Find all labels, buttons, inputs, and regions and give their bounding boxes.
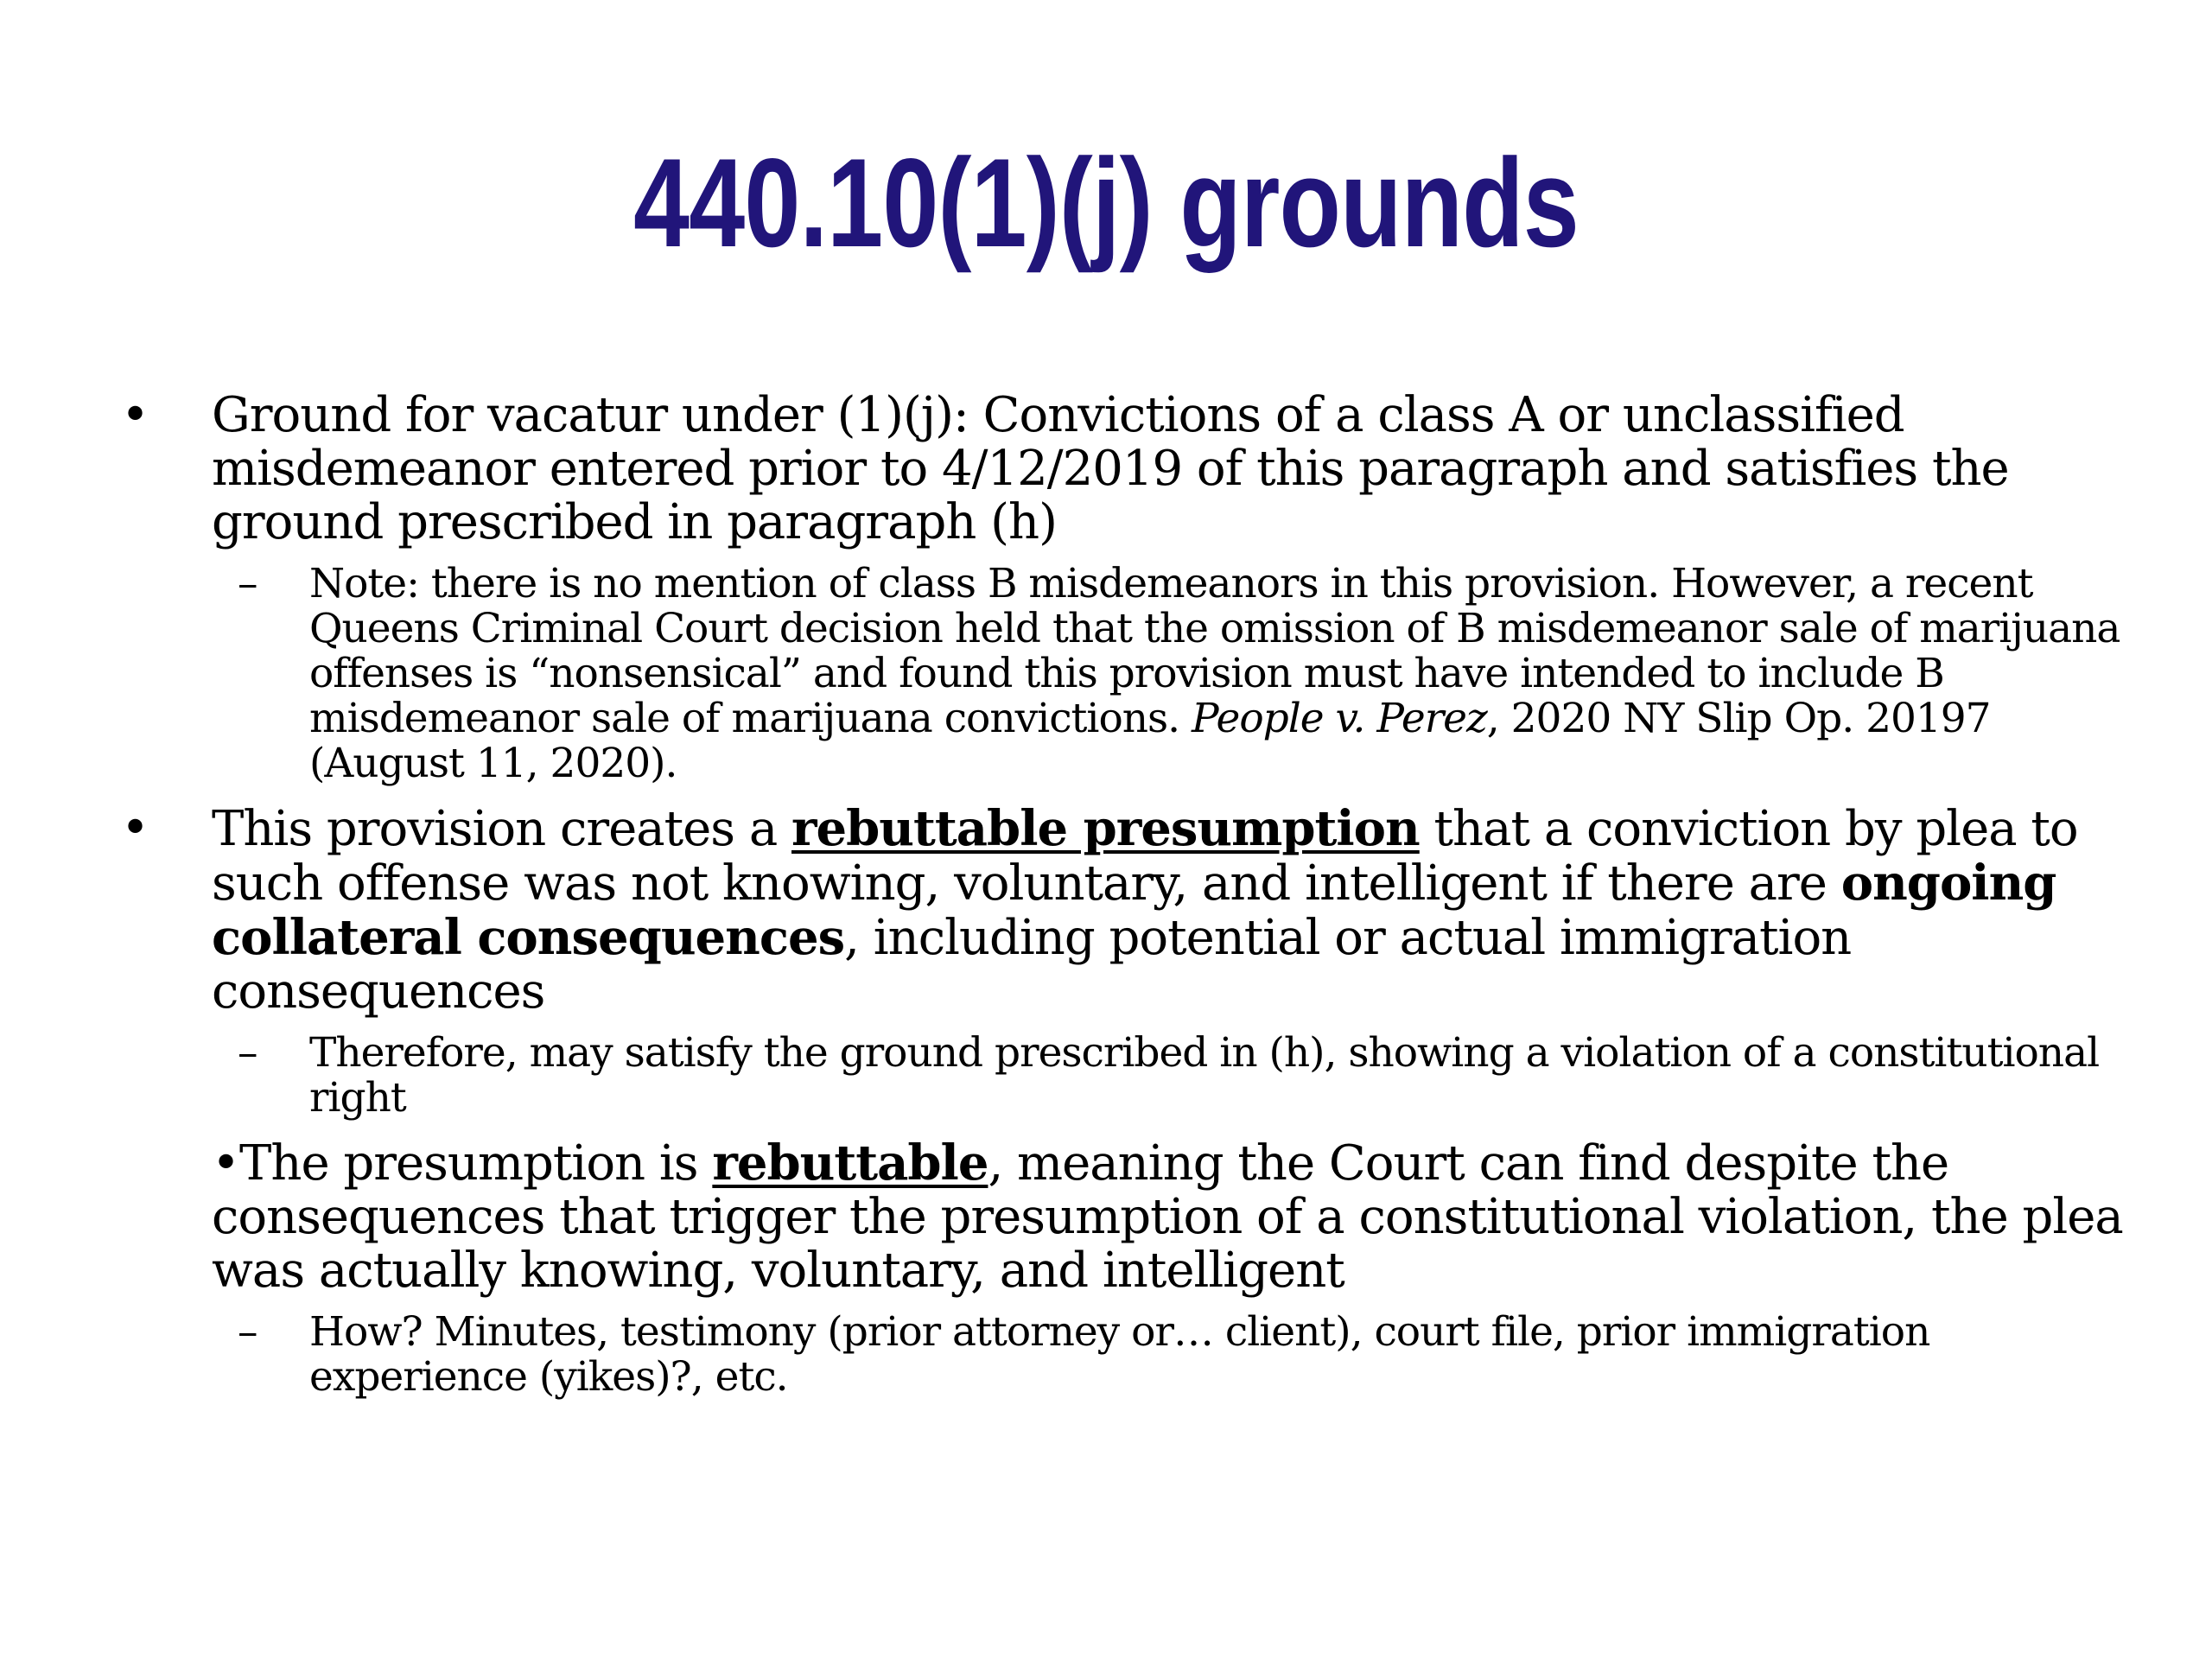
bullet-item-vacatur-ground: [121, 389, 2126, 550]
case-citation-name: People v. Perez: [1192, 695, 1487, 742]
bullet-text-mid: that a conviction by plea to such offense was not knowing, voluntary, and intelligent if there are: [212, 801, 2078, 912]
bullet-marker: •: [121, 387, 149, 443]
emphasis-rebuttable: rebuttable: [712, 1135, 988, 1192]
slide-body: [121, 389, 2126, 1415]
sub-item-text: Therefore, may satisfy the ground prescribed in (h), showing a violation of a constitutional right: [309, 1029, 2100, 1122]
bullet-text: Ground for vacatur under (1)(j): Convictions of a class A or unclassified misdemeanor entered prior to 4/12/2019 of this paragraph and satisfies the ground prescribed in paragraph (h): [212, 387, 2009, 550]
sub-item-note: [121, 562, 2126, 786]
sub-item-text-end: , 2020 NY Slip Op. 20197 (August 11, 2020).: [309, 695, 1991, 787]
sub-item-text: Note: there is no mention of class B misdemeanors in this provision. However, a recent Queens Criminal Court decision held that the omission of B misdemeanor sale of marijuana offenses is “nonsensical” and found this provision must have intended to include B misdemeanor sale of marijuana convictions.: [309, 560, 2120, 742]
paragraph-text-end: , meaning the Court can find despite the consequences that trigger the presumption of a constitutional violation, the plea was actually knowing, voluntary, and intelligent: [212, 1135, 2123, 1299]
dash-marker: –: [238, 560, 257, 607]
paragraph-rebuttable: [121, 1136, 2126, 1298]
bullet-text: This provision creates a: [212, 801, 792, 857]
emphasis-collateral-consequences: ongoing collateral consequences: [212, 855, 2056, 966]
bullet-text-end: , including potential or actual immigration consequences: [212, 910, 1852, 1020]
sub-item-therefore: [121, 1031, 2126, 1121]
sub-item-text: How? Minutes, testimony (prior attorney or… client), court file, prior immigration experience (yikes)?, etc.: [309, 1308, 1930, 1401]
bullet-marker: •: [121, 800, 149, 856]
bullet-item-presumption: [121, 802, 2126, 1019]
paragraph-text: •The presumption is: [212, 1135, 713, 1192]
sub-item-how: [121, 1310, 2126, 1400]
dash-marker: –: [238, 1308, 257, 1356]
emphasis-rebuttable-presumption: rebuttable presumption: [791, 800, 1420, 857]
slide-title: 440.10(1)(j) grounds: [633, 132, 1579, 273]
dash-marker: –: [238, 1029, 257, 1077]
